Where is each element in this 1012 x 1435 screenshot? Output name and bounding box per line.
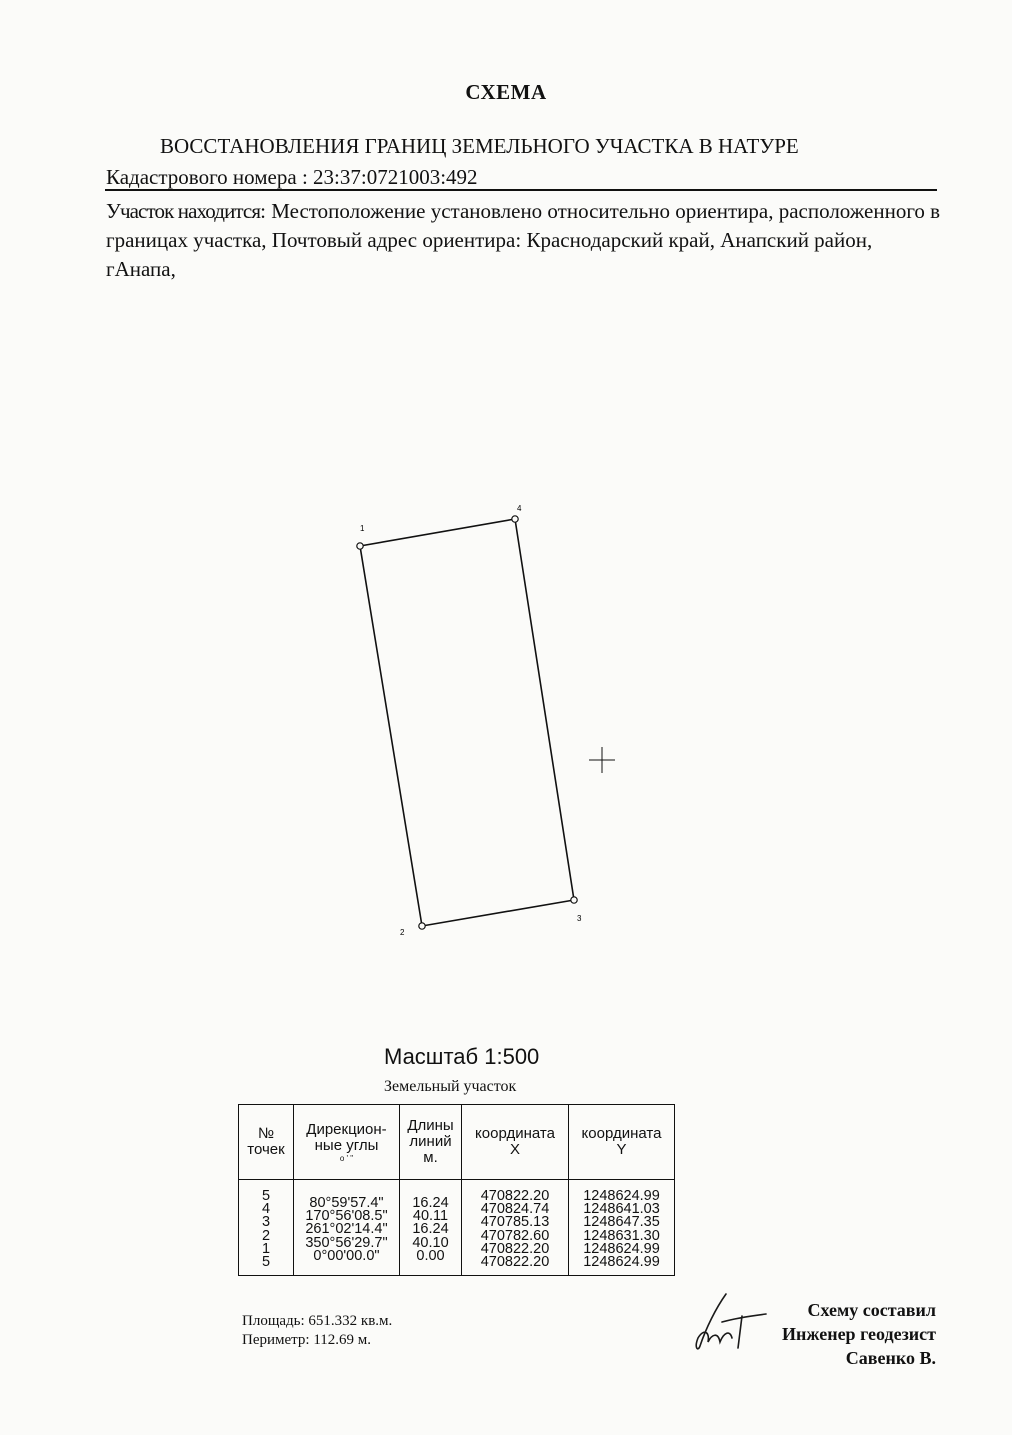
point-number: 1 xyxy=(261,1240,271,1257)
direction-angle: 0°00'00.0" xyxy=(313,1247,380,1264)
boundary-point-1 xyxy=(357,543,363,549)
header-line: № xyxy=(257,1125,275,1142)
signer-block xyxy=(782,1298,936,1370)
line-length: 40.10 xyxy=(412,1234,449,1251)
point-number: 5 xyxy=(261,1254,271,1271)
coordinate-y: 1248624.99 xyxy=(583,1254,660,1271)
header-coordinate-x xyxy=(462,1105,569,1180)
header-line: точек xyxy=(247,1141,285,1158)
point-label-2: 2 xyxy=(400,928,405,937)
line-length: 0.00 xyxy=(416,1247,445,1264)
coordinate-y: 1248624.99 xyxy=(583,1240,660,1257)
signer-line-name: Савенко В. xyxy=(845,1348,936,1368)
point-label-1: 1 xyxy=(360,524,365,533)
header-line: X xyxy=(509,1141,520,1158)
area-text: Площадь: 651.332 кв.м. xyxy=(242,1313,393,1329)
coordinates-table xyxy=(238,1104,675,1276)
direction-angle: 350°56'29.7" xyxy=(305,1234,388,1251)
header-units: o ' " xyxy=(339,1153,354,1163)
coordinate-x: 470782.60 xyxy=(480,1227,550,1244)
grid-cross-mark xyxy=(589,747,615,773)
coordinate-y: 1248631.30 xyxy=(583,1227,660,1244)
table-row xyxy=(239,1180,675,1276)
signer-line-composed: Схему составил xyxy=(807,1300,936,1320)
header-line-lengths xyxy=(400,1105,462,1180)
header-line: линий xyxy=(409,1133,452,1150)
signer-line-position: Инженер геодезист xyxy=(782,1324,936,1344)
coordinate-y: 1248624.99 xyxy=(583,1188,660,1204)
boundary-point-4 xyxy=(512,516,518,522)
header-direction-angles xyxy=(294,1105,400,1180)
header-coordinate-y xyxy=(569,1105,675,1180)
handwritten-signature xyxy=(686,1288,776,1358)
header-line: м. xyxy=(423,1149,438,1166)
coordinate-x: 470822.20 xyxy=(480,1188,550,1204)
coordinate-x-column xyxy=(462,1180,569,1276)
coordinate-x: 470822.20 xyxy=(480,1240,550,1257)
point-label-4: 4 xyxy=(517,504,522,513)
point-label-3: 3 xyxy=(577,914,582,923)
direction-angle: 170°56'08.5" xyxy=(305,1208,388,1225)
coordinate-x: 470785.13 xyxy=(480,1214,550,1231)
header-line: ные углы xyxy=(314,1136,379,1154)
document-subtitle: ВОССТАНОВЛЕНИЯ ГРАНИЦ ЗЕМЕЛЬНОГО УЧАСТКА В НАТУРЕ xyxy=(160,134,799,158)
line-length: 16.24 xyxy=(412,1195,449,1211)
point-number: 5 xyxy=(261,1188,271,1204)
coordinate-x: 470824.74 xyxy=(480,1201,550,1218)
plot-summary xyxy=(242,1312,392,1350)
direction-angle: 261°02'14.4" xyxy=(305,1221,388,1238)
boundary-point-3 xyxy=(571,897,577,903)
header-point-number xyxy=(239,1105,294,1180)
header-line: Длины xyxy=(407,1117,454,1134)
point-number: 2 xyxy=(261,1227,271,1244)
header-line: координата xyxy=(581,1125,662,1142)
point-number: 4 xyxy=(261,1201,271,1218)
header-line: координата xyxy=(475,1125,555,1142)
line-length-column xyxy=(400,1180,462,1276)
address-text: : Местоположение установлено относительно ориентира, расположенного в границах участка, Почтовый адрес ориентира: Краснодарский край, Анапский район, гАнапа, xyxy=(106,199,941,281)
address-label: Участок находится xyxy=(106,199,261,223)
coordinate-y: 1248647.35 xyxy=(583,1214,660,1231)
line-length: 16.24 xyxy=(412,1221,449,1238)
point-number-column xyxy=(239,1180,294,1276)
table-caption: Земельный участок xyxy=(384,1078,517,1095)
plot-boundary xyxy=(360,519,574,926)
document-title: СХЕМА xyxy=(465,80,547,104)
header-line: Дирекцион- xyxy=(306,1120,387,1138)
boundary-point-2 xyxy=(419,923,425,929)
perimeter-text: Периметр: 112.69 м. xyxy=(242,1332,372,1348)
line-length: 40.11 xyxy=(412,1208,449,1225)
point-number: 3 xyxy=(261,1214,271,1231)
coordinate-y: 1248641.03 xyxy=(583,1201,660,1218)
direction-angle: 80°59'57.4" xyxy=(309,1195,384,1211)
cadastral-number: Кадастрового номера : 23:37:0721003:492 xyxy=(106,165,478,189)
coordinate-x: 470822.20 xyxy=(480,1254,550,1271)
coordinate-y-column xyxy=(569,1180,675,1276)
scale-label: Масштаб 1:500 xyxy=(384,1044,540,1069)
direction-angle-column xyxy=(294,1180,400,1276)
header-line: Y xyxy=(616,1141,627,1158)
